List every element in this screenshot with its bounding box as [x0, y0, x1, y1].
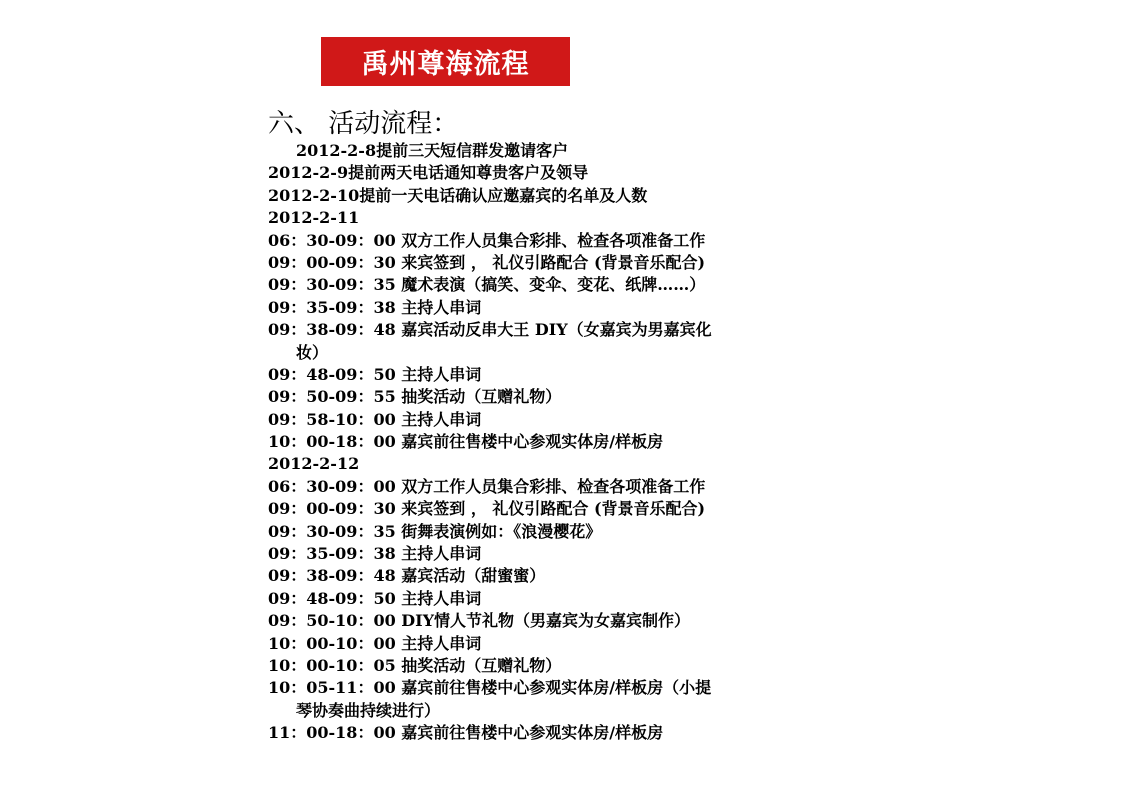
page-title: 禹州尊海流程: [361, 49, 530, 80]
schedule-line: 09：50-10：00 DIY情人节礼物（男嘉宾为女嘉宾制作）: [268, 611, 691, 631]
schedule-line: 10：00-18：00 嘉宾前往售楼中心参观实体房/样板房: [268, 432, 664, 452]
schedule-line: 09：35-09：38 主持人串词: [268, 544, 482, 564]
schedule-line: 06：30-09：00 双方工作人员集合彩排、检查各项准备工作: [268, 476, 706, 496]
schedule-line: 09：50-09：55 抽奖活动（互赠礼物）: [268, 387, 562, 407]
schedule-line: 09：00-09：30 来宾签到 ， 礼仪引路配合 (背景音乐配合): [268, 499, 706, 519]
schedule-line: 09：38-09：48 嘉宾活动（甜蜜蜜）: [268, 566, 546, 586]
schedule-line: 2012-2-8提前三天短信群发邀请客户: [296, 141, 569, 160]
schedule-line: 10：00-10：05 抽奖活动（互赠礼物）: [268, 655, 562, 675]
schedule-line: 09：58-10：00 主持人串词: [268, 409, 482, 429]
schedule-list: [268, 140, 788, 745]
schedule-line: 10：00-10：00 主持人串词: [268, 633, 482, 653]
schedule-line: 10：05-11：00 嘉宾前往售楼中心参观实体房/样板房（小提: [268, 678, 712, 698]
schedule-line-continuation: 琴协奏曲持续进行）: [296, 700, 441, 720]
schedule-line: 09：30-09：35 街舞表演例如：《浪漫樱花》: [268, 521, 602, 541]
schedule-date: 2012-2-12: [268, 454, 360, 474]
schedule-line: 2012-2-10提前一天电话确认应邀嘉宾的名单及人数: [268, 185, 648, 205]
schedule-line: 11：00-18：00 嘉宾前往售楼中心参观实体房/样板房: [268, 723, 664, 743]
schedule-line: 09：30-09：35 魔术表演（搞笑、变伞、变花、纸牌……）: [268, 275, 706, 295]
schedule-date: 2012-2-11: [268, 208, 360, 228]
section-heading: 六、 活动流程：: [268, 109, 459, 139]
schedule-line-continuation: 妆）: [296, 342, 329, 362]
schedule-line: 09：35-09：38 主持人串词: [268, 297, 482, 317]
schedule-line: 2012-2-9提前两天电话通知尊贵客户及领导: [268, 163, 589, 183]
schedule-line: 09：48-09：50 主持人串词: [268, 364, 482, 384]
title-banner: [321, 37, 570, 86]
schedule-line: 09：38-09：48 嘉宾活动反串大王 DIY（女嘉宾为男嘉宾化: [268, 320, 712, 340]
schedule-line: 09：00-09：30 来宾签到 ， 礼仪引路配合 (背景音乐配合): [268, 252, 706, 272]
schedule-line: 09：48-09：50 主持人串词: [268, 588, 482, 608]
schedule-line: 06：30-09：00 双方工作人员集合彩排、检查各项准备工作: [268, 230, 706, 250]
